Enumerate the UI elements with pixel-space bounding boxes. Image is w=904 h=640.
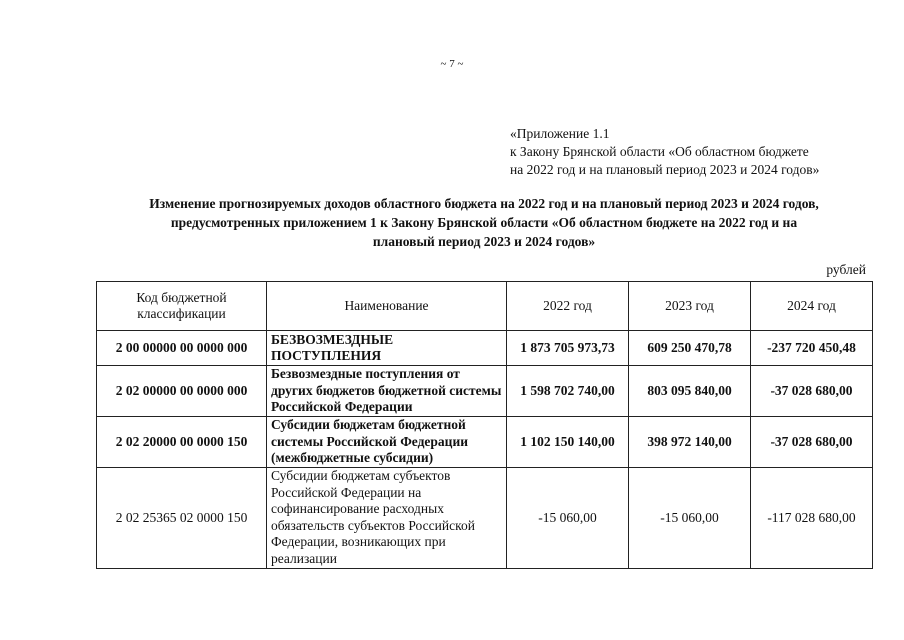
row-code: 2 00 00000 00 0000 000: [97, 331, 267, 366]
currency-unit-label: рублей: [826, 262, 866, 277]
document-title: [96, 194, 872, 251]
row-amount-2024: -37 028 680,00: [751, 366, 873, 417]
row-amount-2023: 398 972 140,00: [629, 417, 751, 468]
appendix-note: [510, 125, 819, 179]
document-title-line-2: предусмотренных приложением 1 к Закону Брянской области «Об областном бюджете на 2022 год и на: [170, 215, 798, 230]
table-row: [97, 331, 873, 366]
row-amount-2024: -37 028 680,00: [751, 417, 873, 468]
document-title-line-3: плановый период 2023 и 2024 годов»: [372, 234, 596, 249]
row-amount-2024: -117 028 680,00: [751, 468, 873, 569]
document-title-line-1: Изменение прогнозируемых доходов областного бюджета на 2022 год и на плановый период 2023 и 2024 годов,: [149, 196, 819, 211]
row-amount-2022: 1 873 705 973,73: [507, 331, 629, 366]
row-amount-2022: -15 060,00: [507, 468, 629, 569]
header-2022: 2022 год: [507, 282, 629, 331]
table-row: [97, 468, 873, 569]
table-row: [97, 366, 873, 417]
row-name: Субсидии бюджетам бюджетной системы Российской Федерации (межбюджетные субсидии): [267, 417, 507, 468]
appendix-line-3: на 2022 год и на плановый период 2023 и 2024 годов»: [510, 162, 820, 177]
row-amount-2022: 1 598 702 740,00: [507, 366, 629, 417]
row-name: Безвозмездные поступления от других бюджетов бюджетной системы Российской Федерации: [267, 366, 507, 417]
row-amount-2022: 1 102 150 140,00: [507, 417, 629, 468]
row-amount-2023: 609 250 470,78: [629, 331, 751, 366]
header-2024: 2024 год: [751, 282, 873, 331]
table-row: [97, 417, 873, 468]
row-amount-2024: -237 720 450,48: [751, 331, 873, 366]
row-code: 2 02 00000 00 0000 000: [97, 366, 267, 417]
row-amount-2023: -15 060,00: [629, 468, 751, 569]
appendix-line-2: к Закону Брянской области «Об областном бюджете: [510, 144, 809, 159]
table-header-row: [97, 282, 873, 331]
row-amount-2023: 803 095 840,00: [629, 366, 751, 417]
header-2023: 2023 год: [629, 282, 751, 331]
header-code: Код бюджетной классификации: [97, 282, 267, 331]
row-name: БЕЗВОЗМЕЗДНЫЕ ПОСТУПЛЕНИЯ: [267, 331, 507, 366]
row-code: 2 02 25365 02 0000 150: [97, 468, 267, 569]
header-name: Наименование: [267, 282, 507, 331]
appendix-line-1: «Приложение 1.1: [510, 126, 610, 141]
row-code: 2 02 20000 00 0000 150: [97, 417, 267, 468]
page-number: ~ 7 ~: [440, 58, 464, 70]
budget-revenue-table: [96, 281, 873, 569]
row-name: Субсидии бюджетам субъектов Российской Федерации на софинансирование расходных обязательств субъектов Российской Федерации, возникающих при реализации: [267, 468, 507, 569]
